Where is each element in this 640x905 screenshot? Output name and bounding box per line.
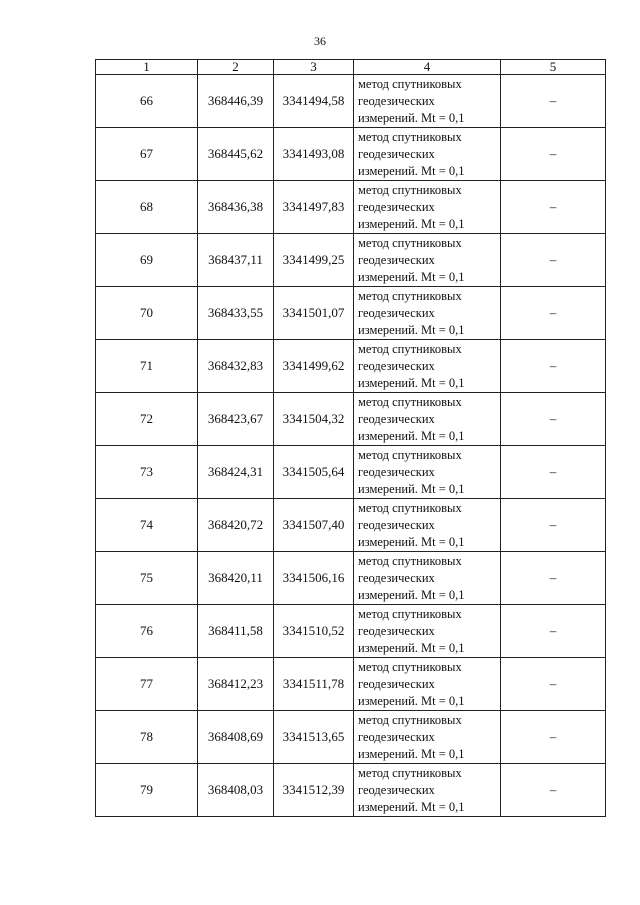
method-cell: [354, 393, 501, 446]
y-coordinate-cell: 3341511,78: [274, 658, 354, 711]
point-number-cell: 76: [96, 605, 198, 658]
header-col-5: 5: [501, 60, 606, 75]
method-line: измерений. Mt = 0,1: [358, 640, 465, 655]
method-line: измерений. Mt = 0,1: [358, 481, 465, 496]
page-number: 36: [314, 34, 326, 48]
method-line: метод спутниковых: [358, 765, 462, 780]
point-number-cell: 70: [96, 287, 198, 340]
method-line: метод спутниковых: [358, 659, 462, 674]
method-cell: [354, 764, 501, 817]
point-number-cell: 72: [96, 393, 198, 446]
method-line: геодезических: [358, 517, 435, 532]
method-line: измерений. Mt = 0,1: [358, 693, 465, 708]
method-line: метод спутниковых: [358, 394, 462, 409]
table-row: [96, 128, 606, 181]
note-cell: –: [501, 181, 606, 234]
method-line: метод спутниковых: [358, 341, 462, 356]
method-line: метод спутниковых: [358, 500, 462, 515]
coordinates-table: [95, 59, 606, 817]
table-row: [96, 446, 606, 499]
header-col-2: 2: [198, 60, 274, 75]
y-coordinate-cell: 3341507,40: [274, 499, 354, 552]
table-body: [96, 75, 606, 817]
method-cell: [354, 446, 501, 499]
y-coordinate-cell: 3341499,62: [274, 340, 354, 393]
table-row: [96, 552, 606, 605]
point-number-cell: 67: [96, 128, 198, 181]
x-coordinate-cell: 368411,58: [198, 605, 274, 658]
method-line: метод спутниковых: [358, 129, 462, 144]
method-line: измерений. Mt = 0,1: [358, 163, 465, 178]
point-number-cell: 75: [96, 552, 198, 605]
method-line: геодезических: [358, 358, 435, 373]
table-row: [96, 605, 606, 658]
method-line: метод спутниковых: [358, 553, 462, 568]
method-line: геодезических: [358, 729, 435, 744]
point-number-cell: 69: [96, 234, 198, 287]
method-line: метод спутниковых: [358, 182, 462, 197]
method-line: геодезических: [358, 305, 435, 320]
x-coordinate-cell: 368423,67: [198, 393, 274, 446]
note-cell: –: [501, 446, 606, 499]
y-coordinate-cell: 3341505,64: [274, 446, 354, 499]
point-number-cell: 73: [96, 446, 198, 499]
method-cell: [354, 181, 501, 234]
y-coordinate-cell: 3341504,32: [274, 393, 354, 446]
method-cell: [354, 287, 501, 340]
method-line: измерений. Mt = 0,1: [358, 746, 465, 761]
table-row: [96, 181, 606, 234]
method-line: геодезических: [358, 464, 435, 479]
method-line: метод спутниковых: [358, 606, 462, 621]
y-coordinate-cell: 3341499,25: [274, 234, 354, 287]
note-cell: –: [501, 234, 606, 287]
method-line: геодезических: [358, 252, 435, 267]
table-row: [96, 711, 606, 764]
method-line: геодезических: [358, 411, 435, 426]
point-number-cell: 74: [96, 499, 198, 552]
method-cell: [354, 552, 501, 605]
method-cell: [354, 340, 501, 393]
x-coordinate-cell: 368412,23: [198, 658, 274, 711]
x-coordinate-cell: 368446,39: [198, 75, 274, 128]
method-line: измерений. Mt = 0,1: [358, 587, 465, 602]
table-row: [96, 75, 606, 128]
table-row: [96, 287, 606, 340]
method-line: измерений. Mt = 0,1: [358, 534, 465, 549]
method-cell: [354, 711, 501, 764]
method-cell: [354, 234, 501, 287]
method-cell: [354, 605, 501, 658]
method-line: метод спутниковых: [358, 447, 462, 462]
note-cell: –: [501, 128, 606, 181]
x-coordinate-cell: 368420,72: [198, 499, 274, 552]
method-line: геодезических: [358, 570, 435, 585]
y-coordinate-cell: 3341510,52: [274, 605, 354, 658]
table-row: [96, 234, 606, 287]
method-cell: [354, 128, 501, 181]
header-col-1: 1: [96, 60, 198, 75]
method-line: измерений. Mt = 0,1: [358, 216, 465, 231]
method-line: измерений. Mt = 0,1: [358, 375, 465, 390]
point-number-cell: 66: [96, 75, 198, 128]
note-cell: –: [501, 658, 606, 711]
note-cell: –: [501, 340, 606, 393]
y-coordinate-cell: 3341513,65: [274, 711, 354, 764]
method-line: геодезических: [358, 146, 435, 161]
x-coordinate-cell: 368436,38: [198, 181, 274, 234]
note-cell: –: [501, 552, 606, 605]
y-coordinate-cell: 3341493,08: [274, 128, 354, 181]
method-line: метод спутниковых: [358, 288, 462, 303]
method-line: измерений. Mt = 0,1: [358, 269, 465, 284]
x-coordinate-cell: 368432,83: [198, 340, 274, 393]
method-line: метод спутниковых: [358, 235, 462, 250]
table-row: [96, 499, 606, 552]
x-coordinate-cell: 368420,11: [198, 552, 274, 605]
method-line: метод спутниковых: [358, 712, 462, 727]
method-line: геодезических: [358, 199, 435, 214]
point-number-cell: 68: [96, 181, 198, 234]
x-coordinate-cell: 368437,11: [198, 234, 274, 287]
point-number-cell: 79: [96, 764, 198, 817]
method-line: геодезических: [358, 782, 435, 797]
x-coordinate-cell: 368408,69: [198, 711, 274, 764]
method-line: измерений. Mt = 0,1: [358, 110, 465, 125]
note-cell: –: [501, 499, 606, 552]
y-coordinate-cell: 3341494,58: [274, 75, 354, 128]
table-row: [96, 764, 606, 817]
note-cell: –: [501, 75, 606, 128]
y-coordinate-cell: 3341506,16: [274, 552, 354, 605]
method-line: измерений. Mt = 0,1: [358, 428, 465, 443]
method-cell: [354, 75, 501, 128]
method-cell: [354, 499, 501, 552]
point-number-cell: 71: [96, 340, 198, 393]
x-coordinate-cell: 368424,31: [198, 446, 274, 499]
y-coordinate-cell: 3341497,83: [274, 181, 354, 234]
method-line: геодезических: [358, 93, 435, 108]
header-row: [96, 60, 606, 75]
method-cell: [354, 658, 501, 711]
method-line: метод спутниковых: [358, 76, 462, 91]
header-col-3: 3: [274, 60, 354, 75]
table-row: [96, 658, 606, 711]
method-line: геодезических: [358, 676, 435, 691]
y-coordinate-cell: 3341501,07: [274, 287, 354, 340]
x-coordinate-cell: 368445,62: [198, 128, 274, 181]
table-row: [96, 340, 606, 393]
table-header: [96, 60, 606, 75]
table-row: [96, 393, 606, 446]
method-line: измерений. Mt = 0,1: [358, 799, 465, 814]
note-cell: –: [501, 764, 606, 817]
x-coordinate-cell: 368408,03: [198, 764, 274, 817]
header-col-4: 4: [354, 60, 501, 75]
note-cell: –: [501, 393, 606, 446]
note-cell: –: [501, 287, 606, 340]
point-number-cell: 77: [96, 658, 198, 711]
method-line: измерений. Mt = 0,1: [358, 322, 465, 337]
point-number-cell: 78: [96, 711, 198, 764]
note-cell: –: [501, 711, 606, 764]
note-cell: –: [501, 605, 606, 658]
method-line: геодезических: [358, 623, 435, 638]
x-coordinate-cell: 368433,55: [198, 287, 274, 340]
y-coordinate-cell: 3341512,39: [274, 764, 354, 817]
